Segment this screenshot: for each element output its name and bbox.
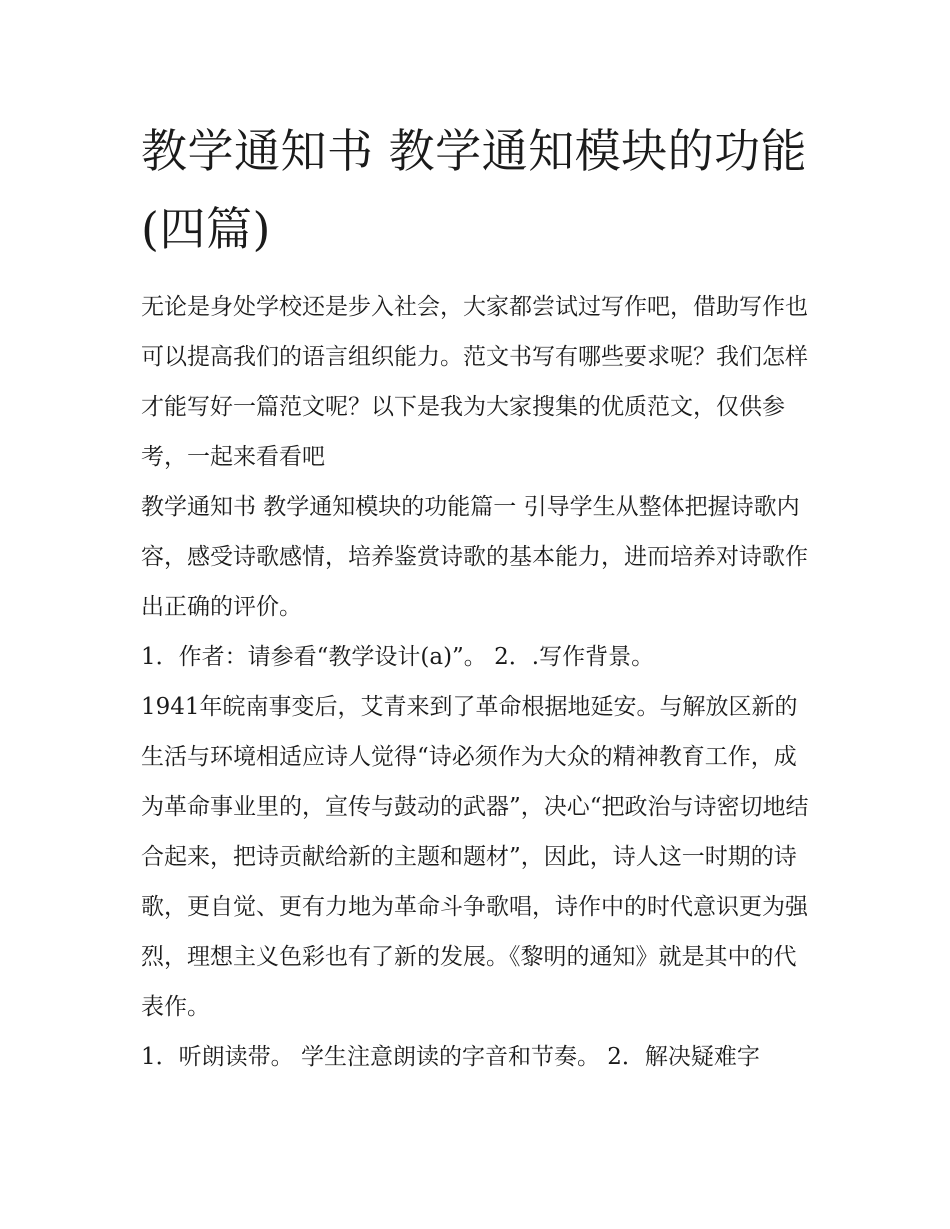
paragraph-intro: 无论是身处学校还是步入社会，大家都尝试过写作吧，借助写作也可以提高我们的语言组织能力。范文书写有哪些要求呢？我们怎样才能写好一篇范文呢？以下是我为大家搜集的优质范文，仅供参考，一起来看看吧	[141, 294, 808, 470]
paragraph-reading-steps: 1．听朗读带。 学生注意朗读的字音和节奏。 2．解决疑难字	[141, 1044, 760, 1070]
paragraph-historical-context: 1941年皖南事变后，艾青来到了革命根据地延安。与解放区新的生活与环境相适应诗人觉得“诗必须作为大众的精神教育工作，成为革命事业里的，宣传与鼓动的武器”，决心“把政治与诗密切地结合起来，把诗贡献给新的主题和题材”，因此，诗人这一时期的诗歌，更自觉、更有力地为革命斗争歌唱，诗作中的时代意识更为强烈，理想主义色彩也有了新的发展。《黎明的通知》就是其中的代表作。	[141, 694, 809, 1020]
paragraph-objective: 教学通知书 教学通知模块的功能篇一 引导学生从整体把握诗歌内容，感受诗歌感情，培养鉴赏诗歌的基本能力，进而培养对诗歌作出正确的评价。	[141, 494, 808, 620]
paragraph-author-background: 1．作者：请参看“教学设计(a)”。 2．.写作背景。	[141, 644, 655, 670]
title-spacer	[141, 268, 813, 282]
document-title: 教学通知书 教学通知模块的功能(四篇)	[141, 124, 808, 256]
document-page	[141, 112, 813, 1082]
